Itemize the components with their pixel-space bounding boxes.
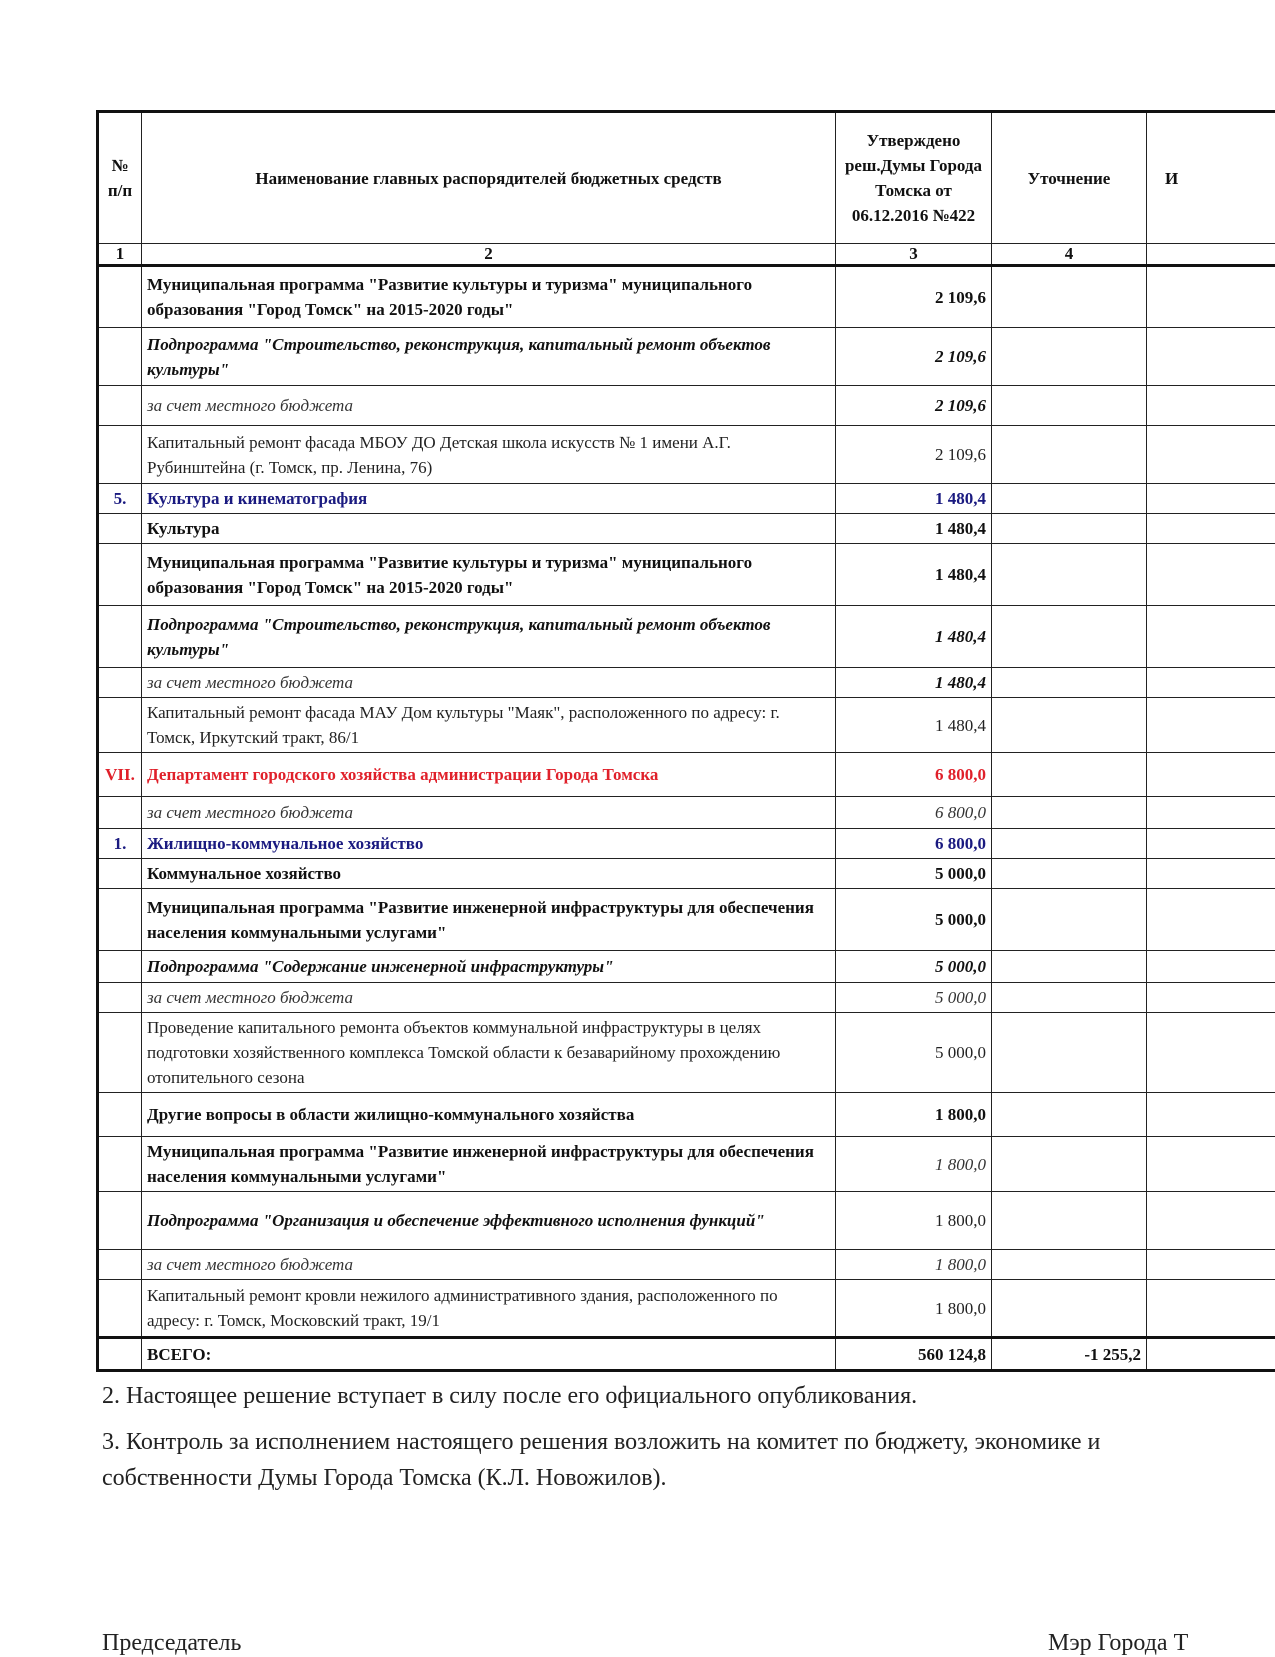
row-name: Подпрограмма "Строительство, реконструкция, капитальный ремонт объектов культуры" bbox=[142, 606, 836, 668]
row-change-value bbox=[992, 606, 1147, 668]
table-row bbox=[98, 1093, 1275, 1137]
row-change-value bbox=[992, 514, 1147, 544]
row-change-value bbox=[992, 386, 1147, 426]
row-result-value bbox=[1147, 1137, 1275, 1192]
row-result-value bbox=[1147, 889, 1275, 951]
row-name: Муниципальная программа "Развитие культуры и туризма" муниципального образования "Город Томск" на 2015-2020 годы" bbox=[142, 266, 836, 328]
row-number bbox=[98, 698, 142, 753]
column-number: 4 bbox=[992, 244, 1147, 266]
budget-table bbox=[96, 110, 1275, 1372]
row-name: Культура bbox=[142, 514, 836, 544]
row-number bbox=[98, 606, 142, 668]
row-change-value bbox=[992, 698, 1147, 753]
row-number: VII. bbox=[98, 753, 142, 797]
total-approved: 560 124,8 bbox=[836, 1338, 992, 1371]
header-name: Наименование главных распорядителей бюджетных средств bbox=[142, 112, 836, 244]
row-approved-value: 1 480,4 bbox=[836, 484, 992, 514]
row-name: Подпрограмма "Организация и обеспечение эффективного исполнения функций" bbox=[142, 1192, 836, 1250]
row-name: Жилищно-коммунальное хозяйство bbox=[142, 829, 836, 859]
row-result-value bbox=[1147, 328, 1275, 386]
row-result-value bbox=[1147, 983, 1275, 1013]
row-name: за счет местного бюджета bbox=[142, 983, 836, 1013]
signature-mayor: Мэр Города Т bbox=[1048, 1630, 1188, 1657]
table-row bbox=[98, 514, 1275, 544]
row-number bbox=[98, 951, 142, 983]
table-row bbox=[98, 1137, 1275, 1192]
row-name: Проведение капитального ремонта объектов коммунальной инфраструктуры в целях подготовки хозяйственного комплекса Томской области к безаварийному прохождению отопительного сезона bbox=[142, 1013, 836, 1093]
row-result-value bbox=[1147, 951, 1275, 983]
header-change: Уточнение bbox=[992, 112, 1147, 244]
row-change-value bbox=[992, 859, 1147, 889]
table-row bbox=[98, 1013, 1275, 1093]
row-approved-value: 1 480,4 bbox=[836, 668, 992, 698]
table-row bbox=[98, 983, 1275, 1013]
table-row bbox=[98, 753, 1275, 797]
row-name: Коммунальное хозяйство bbox=[142, 859, 836, 889]
column-number: 2 bbox=[142, 244, 836, 266]
table-row bbox=[98, 544, 1275, 606]
row-approved-value: 6 800,0 bbox=[836, 753, 992, 797]
row-name: за счет местного бюджета bbox=[142, 386, 836, 426]
row-change-value bbox=[992, 889, 1147, 951]
row-result-value bbox=[1147, 514, 1275, 544]
row-result-value bbox=[1147, 1013, 1275, 1093]
row-number bbox=[98, 668, 142, 698]
row-name: Подпрограмма "Содержание инженерной инфраструктуры" bbox=[142, 951, 836, 983]
table-row bbox=[98, 829, 1275, 859]
row-name: Департамент городского хозяйства администрации Города Томска bbox=[142, 753, 836, 797]
row-name: за счет местного бюджета bbox=[142, 1250, 836, 1280]
row-change-value bbox=[992, 1280, 1147, 1338]
row-approved-value: 5 000,0 bbox=[836, 859, 992, 889]
row-result-value bbox=[1147, 1280, 1275, 1338]
row-result-value bbox=[1147, 1250, 1275, 1280]
header-result: И bbox=[1147, 112, 1275, 244]
row-result-value bbox=[1147, 484, 1275, 514]
row-approved-value: 1 480,4 bbox=[836, 606, 992, 668]
header-number: № п/п bbox=[98, 112, 142, 244]
row-number bbox=[98, 1280, 142, 1338]
row-change-value bbox=[992, 1013, 1147, 1093]
table-row bbox=[98, 889, 1275, 951]
row-name: Капитальный ремонт кровли нежилого административного здания, расположенного по адресу: г. Томск, Московский тракт, 19/1 bbox=[142, 1280, 836, 1338]
row-approved-value: 1 800,0 bbox=[836, 1137, 992, 1192]
row-name: Подпрограмма "Строительство, реконструкция, капитальный ремонт объектов культуры" bbox=[142, 328, 836, 386]
row-approved-value: 1 800,0 bbox=[836, 1250, 992, 1280]
row-result-value bbox=[1147, 386, 1275, 426]
table-row bbox=[98, 484, 1275, 514]
row-approved-value: 1 800,0 bbox=[836, 1093, 992, 1137]
row-number bbox=[98, 1093, 142, 1137]
row-number bbox=[98, 544, 142, 606]
row-result-value bbox=[1147, 698, 1275, 753]
row-name: Капитальный ремонт фасада МАУ Дом культуры "Маяк", расположенного по адресу: г. Томск, Иркутский тракт, 86/1 bbox=[142, 698, 836, 753]
row-result-value bbox=[1147, 753, 1275, 797]
table-row bbox=[98, 328, 1275, 386]
row-approved-value: 2 109,6 bbox=[836, 426, 992, 484]
row-approved-value: 2 109,6 bbox=[836, 266, 992, 328]
row-name: Другие вопросы в области жилищно-коммунального хозяйства bbox=[142, 1093, 836, 1137]
row-approved-value: 2 109,6 bbox=[836, 386, 992, 426]
table-row bbox=[98, 668, 1275, 698]
row-approved-value: 5 000,0 bbox=[836, 951, 992, 983]
row-name: Капитальный ремонт фасада МБОУ ДО Детская школа искусств № 1 имени А.Г. Рубинштейна (г. Томск, пр. Ленина, 76) bbox=[142, 426, 836, 484]
row-result-value bbox=[1147, 1192, 1275, 1250]
row-name: Муниципальная программа "Развитие инженерной инфраструктуры для обеспечения населения коммунальными услугами" bbox=[142, 1137, 836, 1192]
total-result bbox=[1147, 1338, 1275, 1371]
total-change: -1 255,2 bbox=[992, 1338, 1147, 1371]
table-row bbox=[98, 266, 1275, 328]
row-approved-value: 1 800,0 bbox=[836, 1192, 992, 1250]
row-approved-value: 6 800,0 bbox=[836, 797, 992, 829]
row-change-value bbox=[992, 328, 1147, 386]
row-number bbox=[98, 797, 142, 829]
row-approved-value: 5 000,0 bbox=[836, 889, 992, 951]
row-number: 5. bbox=[98, 484, 142, 514]
row-number bbox=[98, 266, 142, 328]
row-result-value bbox=[1147, 606, 1275, 668]
row-approved-value: 1 800,0 bbox=[836, 1280, 992, 1338]
row-result-value bbox=[1147, 829, 1275, 859]
row-approved-value: 1 480,4 bbox=[836, 698, 992, 753]
column-number: 1 bbox=[98, 244, 142, 266]
row-change-value bbox=[992, 1250, 1147, 1280]
column-number: 3 bbox=[836, 244, 992, 266]
row-name: за счет местного бюджета bbox=[142, 797, 836, 829]
row-change-value bbox=[992, 1137, 1147, 1192]
row-number bbox=[98, 328, 142, 386]
row-name: за счет местного бюджета bbox=[142, 668, 836, 698]
table-row bbox=[98, 606, 1275, 668]
row-result-value bbox=[1147, 266, 1275, 328]
row-number bbox=[98, 1250, 142, 1280]
row-change-value bbox=[992, 544, 1147, 606]
row-number bbox=[98, 889, 142, 951]
row-number bbox=[98, 1013, 142, 1093]
row-name: Культура и кинематография bbox=[142, 484, 836, 514]
row-approved-value: 2 109,6 bbox=[836, 328, 992, 386]
row-change-value bbox=[992, 266, 1147, 328]
table-row bbox=[98, 797, 1275, 829]
table-row bbox=[98, 1192, 1275, 1250]
column-number bbox=[1147, 244, 1275, 266]
row-approved-value: 1 480,4 bbox=[836, 544, 992, 606]
table-row bbox=[98, 951, 1275, 983]
table-row bbox=[98, 1280, 1275, 1338]
row-result-value bbox=[1147, 797, 1275, 829]
row-number bbox=[98, 983, 142, 1013]
row-change-value bbox=[992, 983, 1147, 1013]
row-approved-value: 5 000,0 bbox=[836, 1013, 992, 1093]
row-number bbox=[98, 1192, 142, 1250]
row-number bbox=[98, 426, 142, 484]
paragraph-control: 3. Контроль за исполнением настоящего решения возложить на комитет по бюджету, экономике и собственности Думы Города Томска (К.Л. Новожилов). bbox=[102, 1424, 1202, 1496]
table-row bbox=[98, 1250, 1275, 1280]
row-approved-value: 5 000,0 bbox=[836, 983, 992, 1013]
row-number bbox=[98, 514, 142, 544]
table-header-row bbox=[98, 112, 1275, 244]
row-change-value bbox=[992, 797, 1147, 829]
row-result-value bbox=[1147, 544, 1275, 606]
row-name: Муниципальная программа "Развитие инженерной инфраструктуры для обеспечения населения коммунальными услугами" bbox=[142, 889, 836, 951]
header-approved: Утверждено реш.Думы Города Томска от 06.12.2016 №422 bbox=[836, 112, 992, 244]
total-label: ВСЕГО: bbox=[142, 1338, 836, 1371]
row-result-value bbox=[1147, 426, 1275, 484]
table-row bbox=[98, 386, 1275, 426]
row-change-value bbox=[992, 426, 1147, 484]
row-number: 1. bbox=[98, 829, 142, 859]
row-result-value bbox=[1147, 1093, 1275, 1137]
row-number bbox=[98, 859, 142, 889]
row-approved-value: 1 480,4 bbox=[836, 514, 992, 544]
row-change-value bbox=[992, 1093, 1147, 1137]
row-change-value bbox=[992, 1192, 1147, 1250]
signature-chairman: Председатель bbox=[102, 1630, 241, 1657]
column-number-row bbox=[98, 244, 1275, 266]
table-row bbox=[98, 426, 1275, 484]
row-number bbox=[98, 386, 142, 426]
total-number bbox=[98, 1338, 142, 1371]
row-change-value bbox=[992, 753, 1147, 797]
total-row bbox=[98, 1338, 1275, 1371]
row-change-value bbox=[992, 829, 1147, 859]
row-change-value bbox=[992, 668, 1147, 698]
row-name: Муниципальная программа "Развитие культуры и туризма" муниципального образования "Город Томск" на 2015-2020 годы" bbox=[142, 544, 836, 606]
row-result-value bbox=[1147, 859, 1275, 889]
table-row bbox=[98, 698, 1275, 753]
row-number bbox=[98, 1137, 142, 1192]
paragraph-effective-date: 2. Настоящее решение вступает в силу после его официального опубликования. bbox=[102, 1378, 917, 1414]
row-change-value bbox=[992, 951, 1147, 983]
row-result-value bbox=[1147, 668, 1275, 698]
row-change-value bbox=[992, 484, 1147, 514]
table-row bbox=[98, 859, 1275, 889]
row-approved-value: 6 800,0 bbox=[836, 829, 992, 859]
